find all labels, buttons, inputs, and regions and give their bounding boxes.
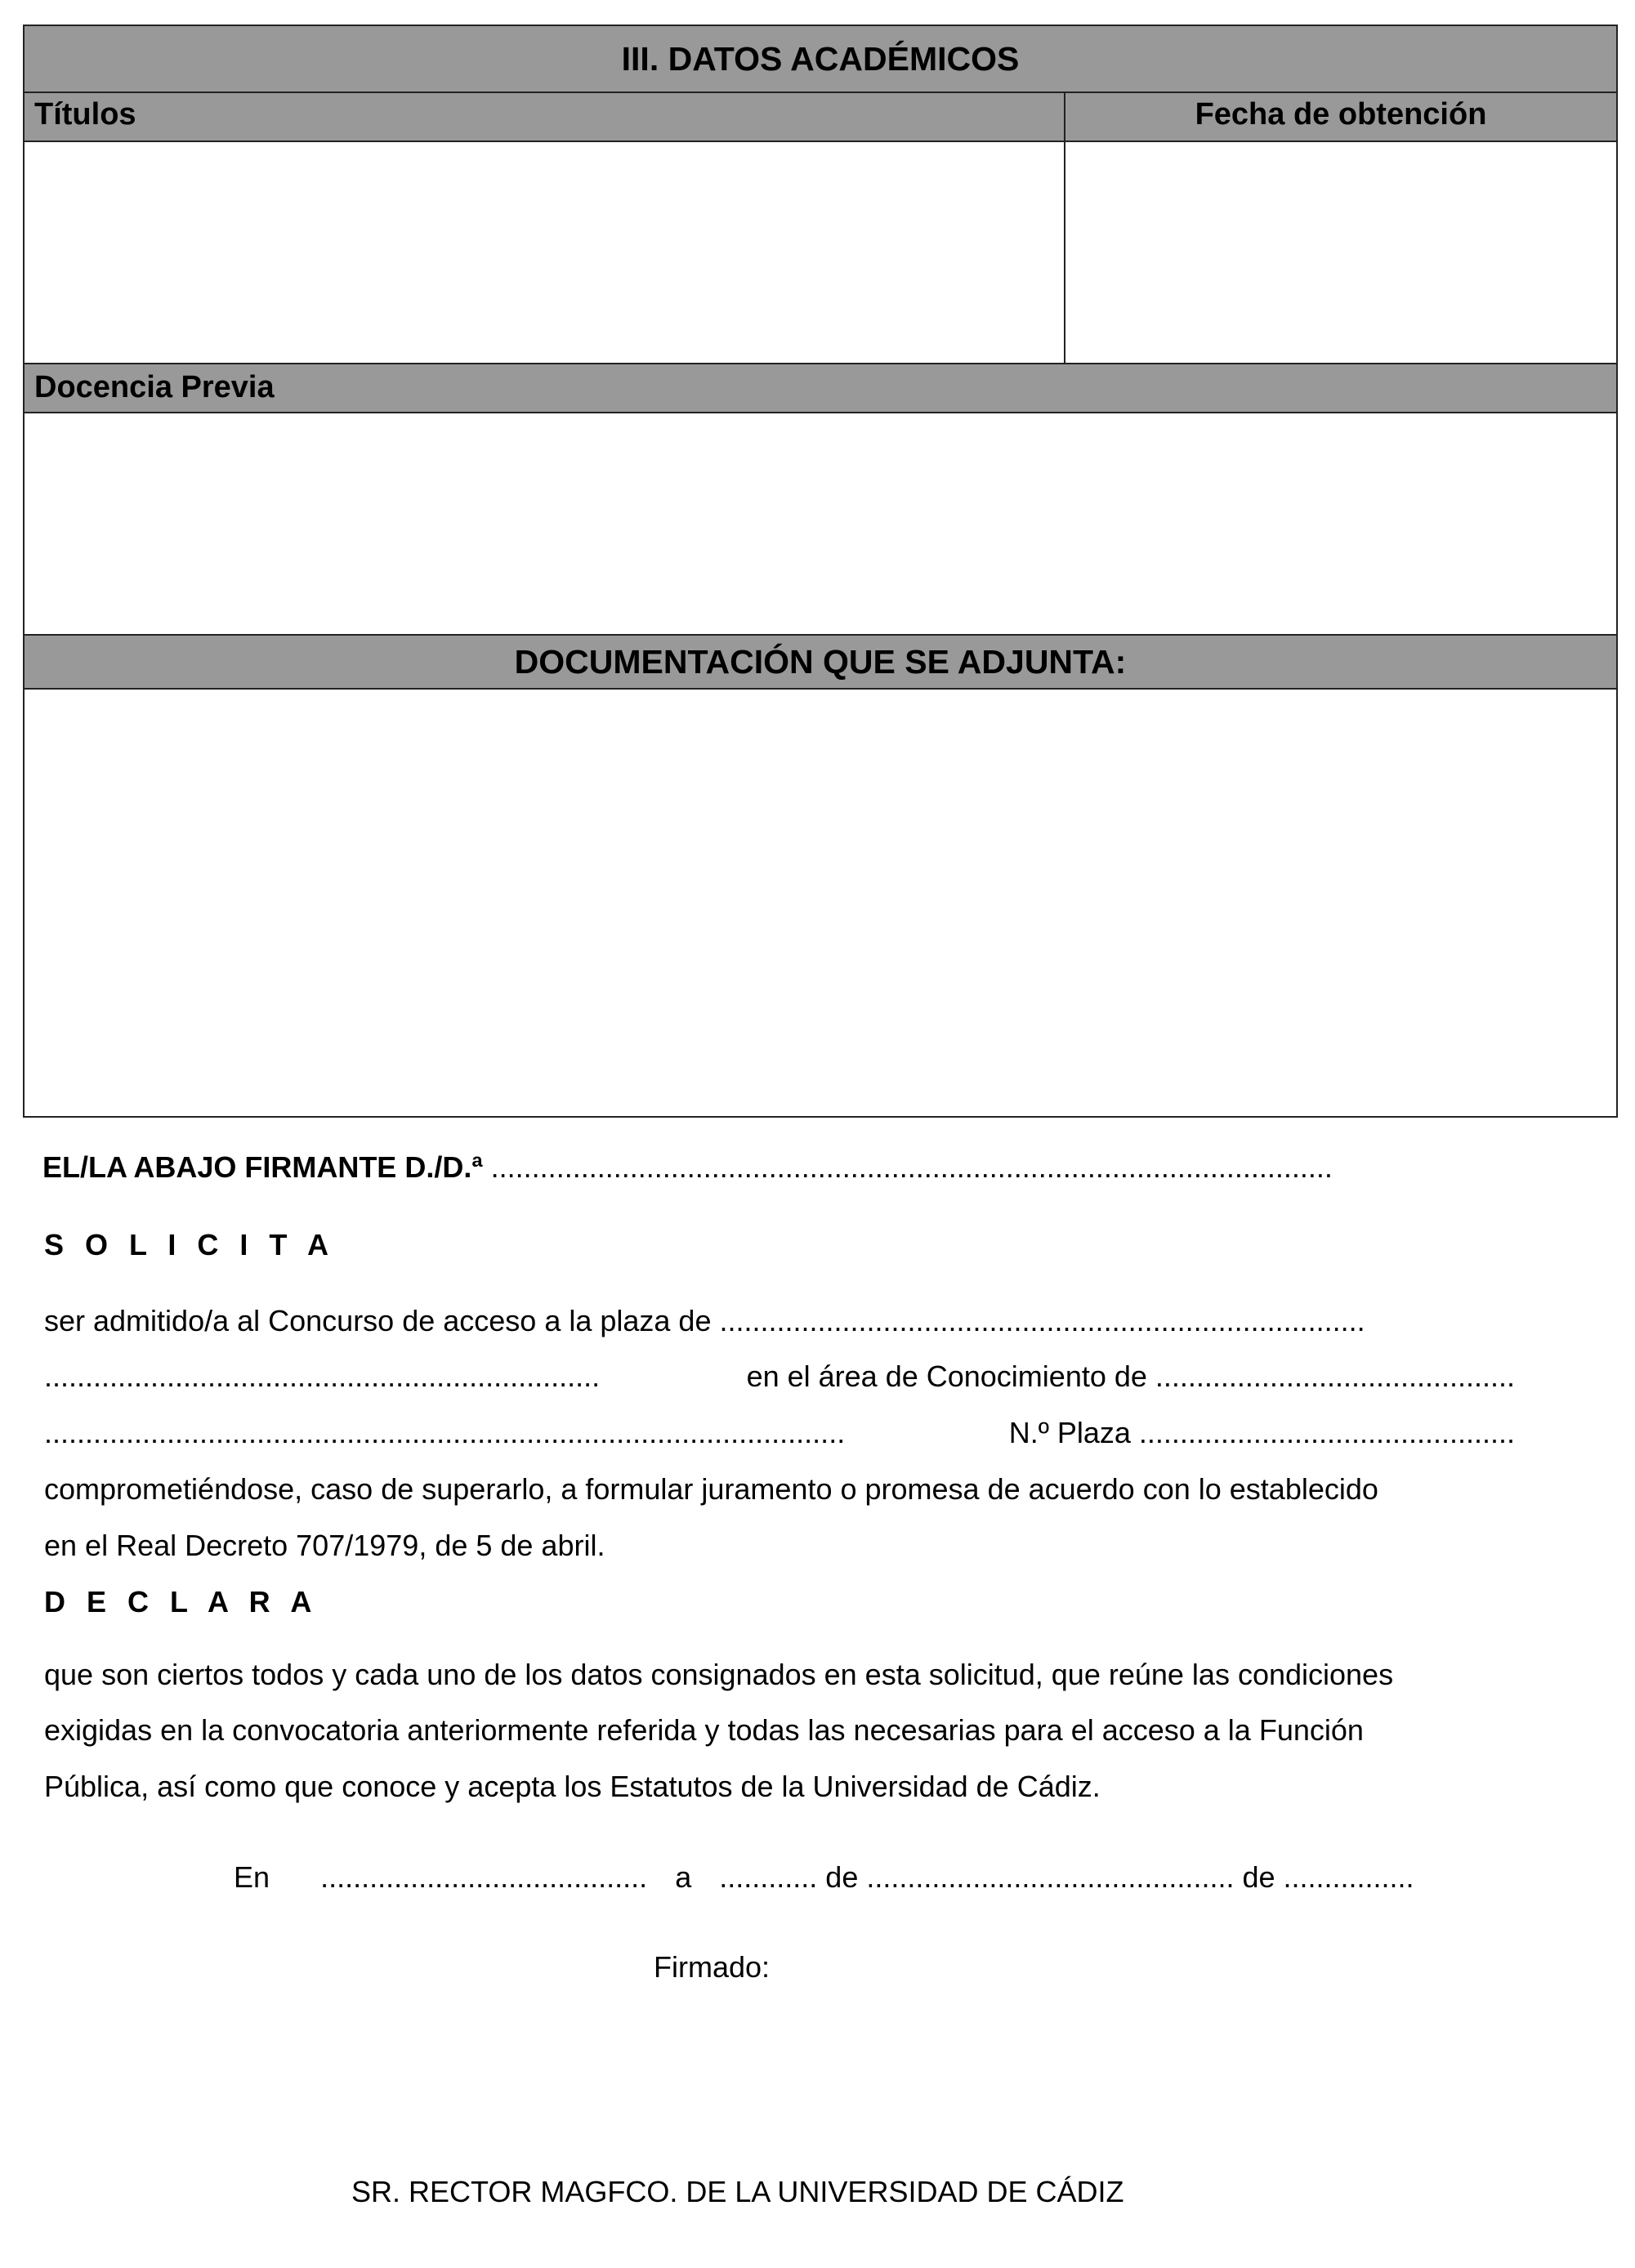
place-field[interactable]: ........................................ <box>320 1860 648 1894</box>
declara-line-3: Pública, así como que conoce y acepta los Estatutos de la Universidad de Cádiz. <box>44 1770 1101 1803</box>
solicita-heading: S O L I C I T A <box>44 1228 336 1261</box>
solicita-line-4: comprometiéndose, caso de superarlo, a formular juramento o promesa de acuerdo con lo establecido <box>44 1472 1378 1506</box>
solicita-line-2 <box>44 1359 1515 1394</box>
signer-name-field[interactable]: ....................................................................................................... <box>490 1150 1333 1184</box>
docencia-header: Docencia Previa <box>34 370 275 404</box>
documentation-header: DOCUMENTACIÓN QUE SE ADJUNTA: <box>514 642 1127 681</box>
declara-heading: D E C L A R A <box>44 1585 319 1618</box>
place-en-label: En <box>234 1860 270 1894</box>
solicita-line-3 <box>44 1416 1515 1450</box>
section-title: III. DATOS ACADÉMICOS <box>621 39 1020 78</box>
date-column-header: Fecha de obtención <box>1195 97 1487 132</box>
declara-line-2: exigidas en la convocatoria anteriormente referida y todas las necesarias para el acceso a la Función <box>44 1713 1364 1747</box>
solicita-line-2b: en el área de Conocimiento de ............................................ <box>746 1359 1515 1393</box>
de-label-2: de <box>1242 1860 1275 1894</box>
signature-area[interactable] <box>572 1993 1062 2116</box>
solicita-line-3a[interactable]: .................................................................................................. <box>44 1416 846 1449</box>
addressee: SR. RECTOR MAGFCO. DE LA UNIVERSIDAD DE CÁDIZ <box>351 2175 1124 2208</box>
place-a-label: a <box>675 1860 692 1894</box>
signer-label: EL/LA ABAJO FIRMANTE D./D.ª <box>42 1150 483 1184</box>
titles-field[interactable] <box>25 142 1065 363</box>
place-date-line <box>234 1860 1414 1895</box>
date-field[interactable] <box>1065 142 1616 363</box>
year-field[interactable]: ................ <box>1283 1860 1414 1894</box>
documentation-header-row <box>25 636 1616 690</box>
declara-line-1: que son ciertos todos y cada uno de los datos consignados en esta solicitud, que reúne las condiciones <box>44 1658 1394 1691</box>
column-headers-row <box>25 93 1616 142</box>
solicita-line-1: ser admitido/a al Concurso de acceso a la plaza de ............................................................................... <box>44 1304 1365 1337</box>
signature-label: Firmado: <box>654 1950 771 1984</box>
signer-line <box>42 1150 1333 1185</box>
docencia-field[interactable] <box>25 413 1616 636</box>
documentation-field[interactable] <box>25 690 1616 1116</box>
day-field[interactable]: ............ <box>719 1860 818 1894</box>
docencia-header-row <box>25 364 1616 413</box>
solicita-line-5: en el Real Decreto 707/1979, de 5 de abril. <box>44 1529 605 1562</box>
month-field[interactable]: ............................................. <box>866 1860 1235 1894</box>
solicita-line-2a[interactable]: .................................................................... <box>44 1359 601 1393</box>
academic-data-table <box>23 25 1618 1118</box>
solicita-line-3b: N.º Plaza .............................................. <box>1008 1416 1515 1449</box>
section-title-row <box>25 26 1616 93</box>
titles-body-row <box>25 142 1616 364</box>
de-label-1: de <box>825 1860 859 1894</box>
titles-column-header: Títulos <box>25 93 1065 141</box>
